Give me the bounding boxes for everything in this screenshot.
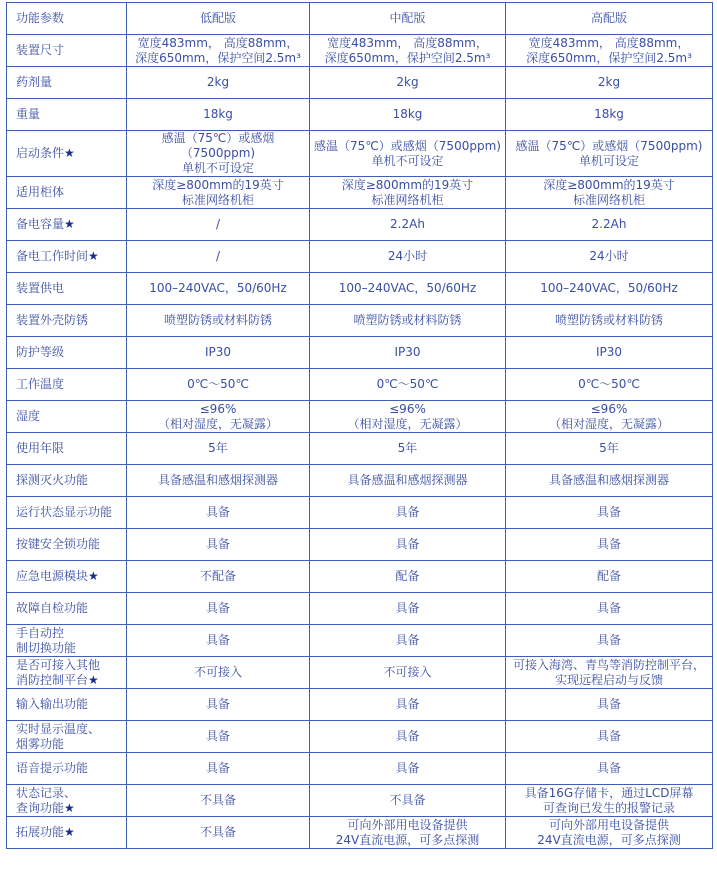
cell-mid (310, 657, 506, 689)
cell-mid (310, 305, 506, 337)
cell-mid (310, 35, 506, 67)
header-mid: 中配版 (310, 3, 506, 35)
cell-text: IP30 (204, 345, 232, 359)
cell-text: 宽度483mm， 高度88mm， (528, 35, 690, 50)
header-low: 低配版 (127, 3, 310, 35)
cell-text: 不具备 (199, 825, 236, 839)
cell-text: 深度650mm，保护空间2.5m³ (526, 50, 692, 65)
cell-text: 可向外部用电设备提供 (347, 817, 468, 832)
cell-text: 可接入海湾、青鸟等消防控制平台， (512, 657, 705, 672)
table-row (7, 817, 713, 849)
cell-text: ≤96% (199, 401, 237, 416)
cell-high (506, 401, 713, 433)
cell-low (127, 337, 310, 369)
cell-mid (310, 497, 506, 529)
table-row (7, 177, 713, 209)
cell-mid (310, 337, 506, 369)
row-label-text: 重量 (16, 107, 41, 121)
row-label (7, 465, 127, 497)
table-row (7, 131, 713, 177)
row-label-text: 输入输出功能 (16, 697, 89, 711)
row-label (7, 657, 127, 689)
cell-text: / (215, 217, 221, 231)
row-label (7, 35, 127, 67)
cell-text: 可查询已发生的报警记录 (542, 800, 675, 815)
row-label (7, 369, 127, 401)
header-param: 功能参数 (7, 3, 127, 35)
cell-low (127, 721, 310, 753)
table-row (7, 67, 713, 99)
cell-low (127, 465, 310, 497)
row-label-text: 制切换功能 (16, 640, 77, 655)
row-label (7, 753, 127, 785)
row-label (7, 337, 127, 369)
cell-text: 5年 (397, 441, 418, 455)
cell-text: 具备 (205, 761, 230, 775)
cell-text: 喷塑防锈或材料防锈 (554, 313, 663, 327)
star-icon: ★ (88, 249, 99, 263)
header-high: 高配版 (506, 3, 713, 35)
cell-low (127, 305, 310, 337)
row-label-text: 故障自检功能 (16, 601, 89, 615)
row-label (7, 273, 127, 305)
cell-mid (310, 99, 506, 131)
cell-text: 2kg (597, 75, 621, 89)
cell-mid (310, 465, 506, 497)
row-label-text: 湿度 (16, 409, 41, 423)
cell-text: 5年 (599, 441, 619, 455)
cell-mid (310, 369, 506, 401)
cell-mid (310, 753, 506, 785)
cell-mid (310, 67, 506, 99)
cell-text: 24V直流电源，可多点探测 (335, 832, 480, 847)
cell-text: 具备 (395, 729, 420, 743)
cell-text: 深度650mm，保护空间2.5m³ (324, 50, 491, 65)
row-label-text: 使用年限 (16, 441, 65, 455)
cell-low (127, 177, 310, 209)
row-label-text: 备电容量 (16, 217, 65, 231)
cell-high (506, 497, 713, 529)
row-label-text: 探测灭火功能 (16, 473, 89, 487)
cell-text: 具备感温和感烟探测器 (347, 473, 468, 487)
cell-high (506, 753, 713, 785)
table-row (7, 753, 713, 785)
row-label-text: 适用柜体 (16, 185, 65, 199)
cell-high (506, 305, 713, 337)
row-label (7, 209, 127, 241)
cell-text: 具备 (205, 601, 230, 615)
cell-mid (310, 241, 506, 273)
table-row (7, 209, 713, 241)
cell-text: 具备 (596, 761, 621, 775)
cell-text: 深度≥800mm的19英寸 (341, 177, 474, 192)
cell-mid (310, 177, 506, 209)
row-label-text: 状态记录、 (16, 785, 77, 800)
cell-text: 不具备 (199, 793, 236, 807)
row-label (7, 785, 127, 817)
row-label-text: 药剂量 (16, 75, 53, 89)
cell-text: 单机不可设定 (181, 161, 254, 175)
cell-text: 具备 (395, 537, 420, 551)
row-label-text: 装置外壳防锈 (16, 313, 89, 327)
cell-text: 感温（75℃）或感烟（7500ppm) (314, 138, 501, 153)
row-label-text: 应急电源模块 (16, 569, 89, 583)
table-row (7, 689, 713, 721)
cell-text: 2.2Ah (390, 217, 425, 231)
cell-high (506, 273, 713, 305)
cell-mid (310, 561, 506, 593)
cell-text: IP30 (595, 345, 623, 359)
cell-text: 喷塑防锈或材料防锈 (163, 313, 272, 327)
cell-low (127, 593, 310, 625)
cell-text: 具备感温和感烟探测器 (548, 473, 669, 487)
star-icon: ★ (88, 672, 99, 687)
cell-text: 具备 (395, 697, 420, 711)
cell-high (506, 35, 713, 67)
row-label (7, 67, 127, 99)
star-icon: ★ (64, 217, 75, 231)
cell-text: 配备 (395, 569, 420, 583)
row-label-text: 是否可接入其他 (16, 657, 101, 672)
cell-text: 18kg (203, 107, 233, 121)
cell-text: 宽度483mm， 高度88mm， (137, 35, 299, 50)
cell-low (127, 273, 310, 305)
cell-text: 100–240VAC，50/60Hz (149, 281, 287, 295)
cell-low (127, 99, 310, 131)
row-label (7, 625, 127, 657)
cell-text: 24小时 (589, 249, 629, 263)
row-label (7, 593, 127, 625)
row-label-text: 烟雾功能 (16, 736, 65, 751)
cell-text: 标准网络机柜 (371, 192, 444, 207)
row-label (7, 305, 127, 337)
cell-text: 标准网络机柜 (572, 192, 645, 207)
row-label (7, 529, 127, 561)
cell-text: 不具备 (389, 793, 426, 807)
row-label (7, 131, 127, 177)
row-label-text: 查询功能 (16, 800, 65, 815)
cell-mid (310, 529, 506, 561)
cell-text: 深度≥800mm的19英寸 (152, 177, 284, 192)
cell-low (127, 785, 310, 817)
cell-text: 单机可设定 (578, 153, 639, 168)
cell-text: 具备 (395, 505, 420, 519)
row-label (7, 433, 127, 465)
cell-low (127, 401, 310, 433)
table-row (7, 561, 713, 593)
cell-text: 深度≥800mm的19英寸 (543, 177, 675, 192)
row-label-text: 运行状态显示功能 (16, 505, 113, 519)
cell-text: 具备 (596, 601, 621, 615)
table-row (7, 99, 713, 131)
cell-text: 具备16G存储卡，通过LCD屏幕 (524, 785, 694, 800)
row-label-text: 实时显示温度、 (16, 721, 101, 736)
cell-text: 具备 (395, 761, 420, 775)
table-row (7, 625, 713, 657)
cell-text: 具备 (205, 505, 230, 519)
cell-text: 实现远程启动与反馈 (554, 672, 663, 687)
cell-low (127, 689, 310, 721)
row-label-text: 语音提示功能 (16, 761, 89, 775)
cell-high (506, 465, 713, 497)
row-label-text: 装置尺寸 (16, 43, 65, 57)
cell-text: 具备 (596, 697, 621, 711)
cell-text: 具备 (205, 697, 230, 711)
cell-text: 2kg (396, 75, 419, 89)
cell-low (127, 35, 310, 67)
cell-text: 0℃～50℃ (187, 377, 249, 391)
cell-text: 感温（75℃）或感烟（7500ppm) (161, 131, 275, 160)
cell-low (127, 561, 310, 593)
star-icon: ★ (88, 569, 99, 583)
row-label-text: 备电工作时间 (16, 249, 89, 263)
cell-low (127, 529, 310, 561)
header-row (7, 3, 713, 35)
cell-text: ≤96% (590, 401, 628, 416)
cell-text: 具备 (596, 633, 621, 647)
row-label-text: 手自动控 (16, 625, 65, 640)
cell-text: （相对湿度，无凝露） (548, 416, 669, 431)
cell-text: 喷塑防锈或材料防锈 (353, 313, 462, 327)
cell-low (127, 817, 310, 849)
cell-text: 2kg (206, 75, 230, 89)
cell-text: 标准网络机柜 (181, 192, 254, 207)
cell-text: 2.2Ah (591, 217, 627, 231)
cell-low (127, 657, 310, 689)
cell-text: 0℃～50℃ (578, 377, 640, 391)
cell-text: 具备 (205, 633, 230, 647)
spec-comparison-table (6, 2, 713, 849)
cell-text: 可向外部用电设备提供 (548, 817, 669, 832)
cell-text: 具备 (596, 505, 621, 519)
cell-mid (310, 721, 506, 753)
table-row (7, 433, 713, 465)
cell-mid (310, 401, 506, 433)
cell-high (506, 561, 713, 593)
cell-mid (310, 131, 506, 177)
cell-text: 100–240VAC，50/60Hz (338, 281, 477, 295)
cell-text: 0℃～50℃ (376, 377, 439, 391)
cell-text: 深度650mm，保护空间2.5m³ (135, 50, 301, 65)
cell-mid (310, 209, 506, 241)
cell-high (506, 369, 713, 401)
cell-text: 具备 (596, 729, 621, 743)
cell-mid (310, 273, 506, 305)
table-row (7, 465, 713, 497)
cell-text: 具备 (596, 537, 621, 551)
cell-text: （相对湿度，无凝露） (347, 416, 468, 431)
cell-high (506, 131, 713, 177)
cell-text: 不配备 (199, 569, 236, 583)
cell-high (506, 177, 713, 209)
cell-mid (310, 593, 506, 625)
cell-text: 18kg (392, 107, 423, 121)
cell-low (127, 497, 310, 529)
cell-mid (310, 625, 506, 657)
star-icon: ★ (64, 825, 75, 839)
cell-text: 18kg (594, 107, 624, 121)
row-label (7, 401, 127, 433)
table-row (7, 273, 713, 305)
cell-text: 24小时 (387, 249, 428, 263)
cell-low (127, 625, 310, 657)
cell-high (506, 657, 713, 689)
cell-high (506, 433, 713, 465)
cell-high (506, 241, 713, 273)
row-label-text: 拓展功能 (16, 825, 65, 839)
cell-mid (310, 785, 506, 817)
cell-text: IP30 (394, 345, 421, 359)
cell-low (127, 131, 310, 177)
cell-text: 具备感温和感烟探测器 (157, 473, 278, 487)
cell-high (506, 817, 713, 849)
cell-high (506, 721, 713, 753)
row-label (7, 177, 127, 209)
cell-text: / (215, 249, 221, 263)
row-label (7, 561, 127, 593)
cell-high (506, 99, 713, 131)
row-label (7, 241, 127, 273)
row-label (7, 721, 127, 753)
cell-text: 单机不可设定 (371, 153, 444, 168)
cell-high (506, 785, 713, 817)
row-label-text: 消防控制平台 (16, 672, 89, 687)
cell-high (506, 209, 713, 241)
row-label (7, 817, 127, 849)
table-row (7, 721, 713, 753)
cell-text: 感温（75℃）或感烟（7500ppm) (515, 138, 703, 153)
table-row (7, 35, 713, 67)
cell-text: 具备 (395, 601, 420, 615)
cell-low (127, 369, 310, 401)
table-row (7, 401, 713, 433)
row-label-text: 按键安全锁功能 (16, 537, 101, 551)
table-row (7, 305, 713, 337)
row-label (7, 99, 127, 131)
cell-low (127, 209, 310, 241)
cell-high (506, 529, 713, 561)
cell-text: 宽度483mm， 高度88mm， (327, 35, 488, 50)
cell-text: 具备 (205, 537, 230, 551)
row-label-text: 防护等级 (16, 345, 65, 359)
cell-high (506, 625, 713, 657)
cell-high (506, 689, 713, 721)
table-row (7, 593, 713, 625)
cell-mid (310, 433, 506, 465)
star-icon: ★ (64, 800, 75, 815)
table-row (7, 657, 713, 689)
cell-high (506, 67, 713, 99)
table-row (7, 785, 713, 817)
row-label-text: 启动条件 (16, 146, 65, 160)
cell-text: 具备 (395, 633, 420, 647)
cell-high (506, 593, 713, 625)
star-icon: ★ (64, 146, 75, 160)
cell-text: 不可接入 (193, 665, 242, 679)
cell-text: 配备 (596, 569, 621, 583)
table-row (7, 529, 713, 561)
cell-text: 具备 (205, 729, 230, 743)
cell-low (127, 241, 310, 273)
cell-text: 100–240VAC，50/60Hz (540, 281, 678, 295)
row-label-text: 工作温度 (16, 377, 65, 391)
cell-text: ≤96% (389, 401, 426, 416)
table-row (7, 369, 713, 401)
table-row (7, 241, 713, 273)
cell-low (127, 433, 310, 465)
cell-mid (310, 689, 506, 721)
cell-mid (310, 817, 506, 849)
row-label (7, 497, 127, 529)
cell-high (506, 337, 713, 369)
cell-text: 24V直流电源，可多点探测 (537, 832, 681, 847)
table-row (7, 497, 713, 529)
row-label (7, 689, 127, 721)
row-label-text: 装置供电 (16, 281, 65, 295)
cell-text: （相对湿度，无凝露） (157, 416, 278, 431)
cell-low (127, 753, 310, 785)
cell-text: 5年 (208, 441, 228, 455)
table-row (7, 337, 713, 369)
cell-text: 不可接入 (383, 665, 432, 679)
cell-low (127, 67, 310, 99)
